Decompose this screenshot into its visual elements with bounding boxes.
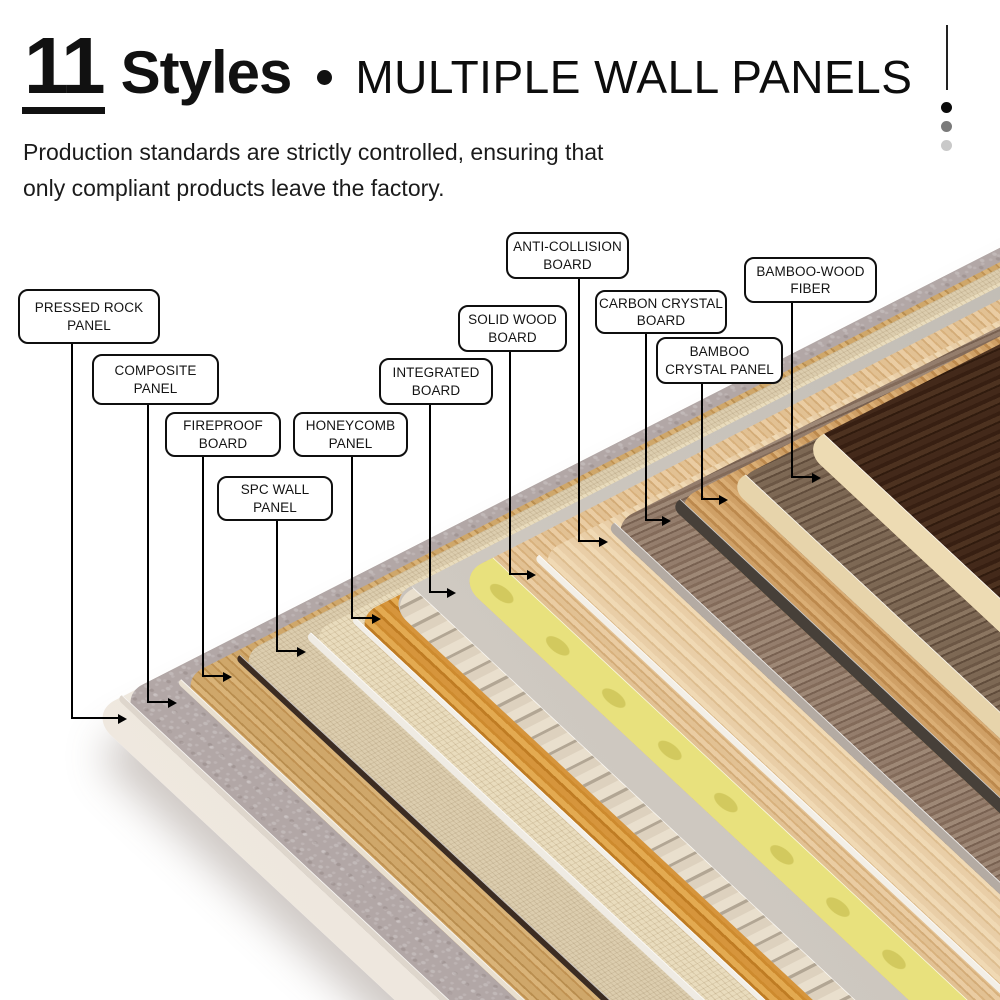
label-solid-wood-board-line1: SOLID WOOD	[468, 312, 557, 327]
label-pressed-rock-panel	[18, 289, 160, 344]
label-carbon-crystal-board-line2: BOARD	[636, 313, 686, 328]
label-integrated-board-line2: BOARD	[411, 382, 461, 398]
label-bamboo-wood-fiber-line1: BAMBOO-WOOD	[756, 263, 865, 279]
subtitle-line-2: only compliant products leave the factory.	[23, 175, 445, 201]
label-honeycomb-panel	[293, 412, 408, 457]
label-fireproof-board	[165, 412, 281, 457]
style-count-label: Styles	[120, 39, 292, 106]
label-pressed-rock-panel-line2: PANEL	[67, 317, 111, 333]
subtitle-line-1: Production standards are strictly controlled, ensuring that	[23, 139, 604, 165]
arrow-connector-spc-wall-panel	[276, 515, 297, 652]
label-spc-wall-panel-line1: SPC WALL	[240, 482, 310, 497]
label-composite-panel	[92, 354, 219, 405]
label-composite-panel-line1: COMPOSITE	[114, 363, 197, 378]
label-anti-collision-board-line2: BOARD	[543, 256, 592, 272]
label-integrated-board	[379, 358, 493, 405]
label-solid-wood-board	[458, 305, 567, 352]
label-carbon-crystal-board-line1: CARBON CRYSTAL	[599, 295, 723, 311]
label-fireproof-board-line1: FIREPROOF	[183, 418, 263, 433]
arrow-connector-integrated-board	[429, 399, 447, 593]
label-spc-wall-panel-line2: PANEL	[253, 499, 297, 515]
arrow-connector-bamboo-wood-fiber	[791, 297, 812, 478]
label-anti-collision-board-line1: ANTI-COLLISION	[513, 239, 622, 254]
label-anti-collision-board	[506, 232, 629, 279]
style-count: 11	[22, 28, 105, 114]
label-carbon-crystal-board	[595, 290, 727, 334]
label-bamboo-wood-fiber-line2: FIBER	[790, 281, 831, 296]
label-fireproof-board-line2: BOARD	[198, 435, 248, 451]
label-composite-panel-line2: PANEL	[133, 380, 178, 396]
label-bamboo-crystal-panel-line2: CRYSTAL PANEL	[665, 361, 774, 377]
label-solid-wood-board-line2: BOARD	[488, 329, 537, 345]
arrow-connector-bamboo-crystal-panel	[701, 378, 719, 500]
label-honeycomb-panel-line2: PANEL	[328, 435, 373, 451]
label-integrated-board-line1: INTEGRATED	[392, 365, 480, 380]
label-honeycomb-panel-line1: HONEYCOMB	[305, 418, 396, 433]
arrow-connector-solid-wood-board	[509, 346, 527, 575]
label-bamboo-wood-fiber	[744, 257, 877, 303]
label-bamboo-crystal-panel	[656, 337, 783, 384]
label-pressed-rock-panel-line1: PRESSED ROCK	[34, 300, 144, 315]
page-title: MULTIPLE WALL PANELS	[355, 51, 913, 103]
label-spc-wall-panel	[217, 476, 333, 521]
label-bamboo-crystal-panel-line1: BAMBOO	[689, 344, 750, 359]
arrow-connector-honeycomb-panel	[351, 451, 372, 619]
